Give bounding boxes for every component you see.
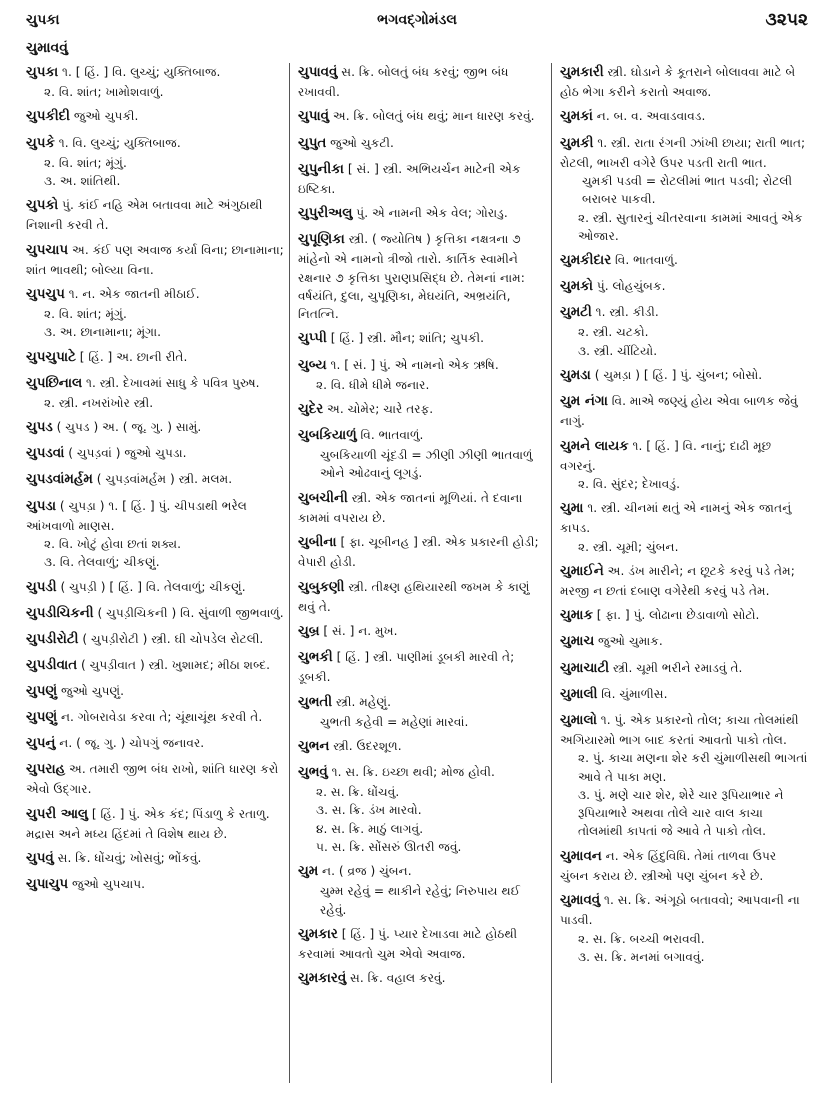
entry-definition: ૧. પું. એક પ્રકારનો તોલ; કાચા તોલમાંથી અગિયારમો ભાગ બાદ કરતાં આવતો પાકો તોલ.	[560, 712, 799, 747]
entry-subsense: ૨. સ. ક્રિ. ધોંચવું.	[316, 785, 400, 800]
dictionary-entry	[26, 875, 285, 895]
dictionary-entry	[560, 63, 808, 101]
entry-headword: ચુમકાં	[560, 109, 593, 125]
dictionary-entry	[298, 969, 547, 989]
entry-headword: ચુબકિયાળું	[298, 428, 357, 444]
entry-definition: અ. ક્રિ. બોલતું બંધ થવું; માન ધારણ કરવું.	[332, 109, 535, 124]
entry-subsense: ૨. સ્ત્રી. નખરાંખોર સ્ત્રી.	[44, 395, 154, 410]
entry-headword: ચુપાવું	[298, 109, 330, 125]
entry-headword: ચુપચાપ	[26, 242, 69, 258]
dictionary-entry	[298, 400, 547, 420]
entry-definition: સ્ત્રી. તીક્ષ્ણ હથિયારથી જખમ કે કાણું થવું તે.	[298, 579, 530, 614]
entry-subsense: ૩. સ. ક્રિ. ડંખ મારવો.	[316, 803, 422, 818]
column-3	[552, 63, 812, 1083]
dictionary-entry	[560, 134, 808, 246]
dictionary-entry	[298, 204, 547, 224]
entry-definition: અ. ડંખ મારીને; ન છૂટકે કરવું પડે તેમ; મરજી ન છતાં દબાણ વગેરેથી કરવું પડે તેમ.	[560, 563, 795, 599]
dictionary-entry	[298, 160, 547, 198]
entry-subsense: ૨. વિ. ધીમે ધીમે જનાર.	[316, 377, 430, 392]
entry-headword: ચુપડીચિકની	[26, 605, 94, 621]
dictionary-entry	[298, 356, 547, 394]
entry-definition: ૧. સ્ત્રી. ચીનમાં થતું એ નામનું એક જાતનું કાપડ.	[560, 501, 792, 536]
dictionary-entry	[560, 685, 808, 705]
entry-headword: ચુપછિનાલ	[26, 375, 83, 391]
entry-definition: અ. કંઈ પણ અવાજ કર્યા વિના; છાનામાના; શાંત ભાવથી; બોલ્યા વિના.	[26, 242, 284, 277]
dictionary-entry	[298, 763, 547, 856]
entry-definition: વિ. માએ જણ્યું હોય એવા બાળક જેવું નાગું.	[560, 394, 798, 429]
entry-definition: ન. ( વ્રજ ) ચુંબન.	[322, 864, 412, 879]
entry-headword: ચુમકારી	[560, 65, 604, 80]
entry-example: ચુમકી પડવી = રોટલીમાં ભાત પડવી; રોટલી બરાબર પાકવી.	[582, 173, 793, 207]
entry-definition: ( ચુપડ઼વાં ) જુઓ ચુપડા.	[68, 446, 187, 461]
entry-headword: ચુબીના	[298, 535, 337, 551]
dictionary-entry	[298, 489, 547, 527]
entry-definition: ન. બ. વ. અવાડવાવડ.	[596, 109, 706, 124]
entry-subsense: ૨. પું. કાચા મણના શેર કરી ચુંમાળીસથી ભાગતાં આવે તે પાકા મણ.	[578, 751, 808, 784]
dictionary-entry	[298, 925, 547, 963]
entry-headword: ચુપડા	[26, 498, 57, 514]
entry-definition: વિ. ચુંમાળીસ.	[601, 686, 668, 701]
dictionary-entry	[560, 437, 808, 494]
entry-definition: સ્ત્રી. ઉદરશૂળ.	[333, 738, 402, 753]
entry-definition: વિ. ભાતવાળું.	[615, 253, 678, 268]
entry-headword: ચુપાવવું	[298, 65, 338, 80]
entry-definition: [ સં. ] ન. મુખ.	[323, 623, 398, 638]
entry-subsense: ૨. વિ. ખોટું હોવા છતાં શક્ય.	[44, 536, 182, 551]
entry-definition: ( ચુપડ઼ીવાત ) સ્ત્રી. ખુશામદ; મીઠા શબ્દ.	[80, 657, 271, 672]
dictionary-entry	[298, 693, 547, 731]
dictionary-entry	[26, 604, 285, 624]
dictionary-entry	[560, 562, 808, 600]
dictionary-entry	[560, 847, 808, 885]
entry-headword: ચુપાચુપ	[26, 877, 69, 893]
page-header	[22, 8, 812, 36]
entry-headword: ચુપ્પી	[298, 331, 327, 347]
running-head-left: ચુપકા	[26, 12, 60, 28]
entry-subsense: ૩. સ્ત્રી. ચીંટિયો.	[578, 343, 658, 358]
dictionary-entry	[26, 760, 285, 798]
entry-definition: વિ. ભાતવાળું.	[360, 428, 424, 443]
entry-definition: પું. લોહચુંબક.	[596, 279, 666, 294]
dictionary-entry	[560, 711, 808, 841]
entry-definition: સ્ત્રી. ચૂમી ભરીને રમાડવું તે.	[612, 660, 743, 675]
dictionary-entry	[560, 107, 808, 127]
dictionary-entry	[26, 285, 285, 342]
dictionary-entry	[560, 366, 808, 386]
dictionary-entry	[298, 63, 547, 101]
entry-definition: ૧. [ હિં. ] વિ. નાનું; દાઢી મૂછ વગરનું.	[560, 438, 772, 473]
dictionary-entry	[298, 622, 547, 642]
entry-definition: જુઓ ચુપચાપ.	[71, 877, 146, 892]
entry-headword: ચુપડી	[26, 579, 57, 595]
entry-headword: ચુમટી	[560, 305, 592, 321]
entry-definition: જુઓ ચુમાક.	[598, 634, 663, 649]
entry-definition: ( ચુમડ઼ા ) [ હિં. ] પું. ચુંબન; બોસો.	[594, 368, 763, 383]
entry-headword: ચુમાલો	[560, 712, 597, 728]
entry-headword: ચુમાલી	[560, 686, 598, 702]
entry-definition: ( ચુપડ઼ીરોટી ) સ્ત્રી. ઘી ચોપડેલ રોટલી.	[82, 631, 264, 646]
entry-definition: [ ફા. ] પું. લોઢાના છેડાવાળો સોટો.	[596, 608, 760, 623]
dictionary-entry	[26, 470, 285, 490]
entry-subsense: ૨. સ્ત્રી. ચટકો.	[578, 325, 649, 340]
dictionary-entry	[26, 348, 285, 368]
dictionary-entry	[26, 444, 285, 464]
dictionary-entry	[26, 708, 285, 728]
entry-definition: [ સં. ] સ્ત્રી. અભિયર્ચન માટેની એક ઇષ્ટિકા.	[298, 161, 521, 196]
entry-headword: ચુભતી	[298, 694, 333, 710]
entry-headword: ચુભકી	[298, 650, 333, 666]
entry-headword: ચુભવું	[298, 765, 328, 781]
dictionary-entry	[26, 682, 285, 702]
page-number: ૩૨૫૨	[765, 10, 808, 30]
dictionary-entry	[26, 734, 285, 754]
entry-headword: ચુમાવન	[560, 848, 602, 864]
entry-headword: ચુમકાર	[298, 927, 338, 943]
entry-definition: અ. ચોમેર; ચારે તરફ.	[327, 401, 434, 416]
dictionary-entry	[298, 107, 547, 127]
dictionary-entry	[26, 374, 285, 412]
entry-headword: ચુપરાહ	[26, 762, 66, 778]
entry-definition: ૧. [ સં. ] પું. એ નામનો એક ઋષિ.	[330, 357, 499, 372]
dictionary-entry	[298, 737, 547, 757]
entry-definition: ૧. ન. એક જાતની મીઠાઈ.	[68, 287, 200, 302]
entry-headword: ચુપડીરોટી	[26, 631, 79, 647]
entry-subsense: ૩. અ. છાનામાના; મૂંગા.	[44, 325, 161, 340]
entry-definition: ૧. વિ. લુચ્ચું; યુક્તિબાજ.	[58, 135, 181, 150]
entry-example: ચુભતી કહેવી = મહેણાં મારવાં.	[320, 714, 469, 729]
entry-headword: ચુપડીવાત	[26, 657, 78, 673]
entry-definition: [ હિં. ] પું. એક કંદ; પિંડાળુ કે રતાળુ. મદ્રાસ અને મધ્ય હિંદમાં તે વિશેષ થાય છે.	[26, 806, 270, 841]
entry-headword: ચુબ્ય	[298, 357, 327, 373]
dictionary-entry	[298, 230, 547, 323]
entry-subsense: ૩. પું. મણે ચાર શેર, શેરે ચાર રૂપિયાભાર ને રૂપિયાભારે અથવા તોલે ચાર વાલ કાચા તોલમાંથી કાપતાં જે આવે તે પાકો તોલ.	[578, 787, 784, 839]
entry-headword: ચુપનું	[26, 736, 56, 752]
entry-definition: સ્ત્રી. એક જાતનાં મૂળિયાં. તે દવાના કામમાં વપરાય છે.	[298, 490, 523, 525]
entry-headword: ચુમા	[560, 501, 584, 517]
entry-subsense: ૩. અ. શાંતિથી.	[44, 173, 121, 188]
entry-headword: ચુમકી	[560, 135, 594, 151]
entry-definition: ( ચુપડ઼ી ) [ હિં. ] વિ. તેલવાળું; ચીકણું.	[60, 579, 246, 594]
entry-definition: સ્ત્રી. ( જ્યોતિષ ) કૃત્તિકા નક્ષત્રના ૭ માંહેનો એ નામનો ત્રીજો તારો. કાર્તિક સ્વામીને રક્ષનાર ૭ કૃત્તિકા પુરાણપ્રસિદ્ધ છે. તેમનાં નામ: વર્ષયંતિ, દુલા, ચુપૂણિકા, મેઘયંતિ, અભ્રયંતિ, નિતત્નિ.	[298, 232, 525, 322]
entry-definition: ( ચુપડ ) અ. ( જૂ. ગુ. ) સામું.	[56, 420, 202, 435]
entry-headword: ચુપણું	[26, 710, 58, 726]
entry-definition: [ હિં. ] સ્ત્રી. પાણીમાં ડૂબકી મારવી તે; ડૂબકી.	[298, 650, 515, 685]
entry-definition: સ્ત્રી. મહેણું.	[336, 694, 392, 709]
dictionary-entry	[26, 805, 285, 843]
entry-headword: ચુમકીદાર	[560, 253, 612, 269]
dictionary-entry	[560, 251, 808, 271]
entry-subsense: ૨. સ્ત્રી. સુતારનું ચીતરવાના કામમાં આવતું એક ઓજાર.	[578, 210, 803, 243]
entry-headword: ચુમને લાયક	[560, 438, 629, 454]
entry-definition: જુઓ ચુકટી.	[330, 135, 394, 150]
entry-headword: ચુમાક	[560, 608, 593, 624]
dictionary-entry	[298, 648, 547, 686]
dictionary-entry	[560, 632, 808, 652]
entry-definition: ( ચુપડ઼ીચિકની ) વિ. સુંવાળી જીભવાળું.	[97, 605, 284, 620]
entry-definition: [ હિં. ] સ્ત્રી. મૌન; શાંતિ; ચુપકી.	[330, 331, 484, 346]
column-1	[22, 63, 290, 1083]
dictionary-entry	[26, 630, 285, 650]
dictionary-page	[22, 8, 812, 1088]
entry-definition: [ હિં. ] પું. પ્યાર દેખાડવા માટે હોઠથી કરવામાં આવતો ચુમ એવો અવાજ.	[298, 927, 518, 962]
entry-headword: ચુમ	[298, 864, 319, 880]
entry-headword: ચુમાઈને	[560, 563, 604, 579]
entry-subsense: ૨. વિ. સુંદર; દેખાવડું.	[578, 476, 680, 491]
entry-headword: ચુપવું	[26, 851, 54, 867]
dictionary-entry	[26, 241, 285, 279]
entry-headword: ચુપચુપ	[26, 287, 65, 303]
entry-definition: [ હિં. ] અ. છાની રીતે.	[79, 349, 188, 364]
dictionary-entry	[298, 329, 547, 349]
dictionary-entry	[26, 578, 285, 598]
entry-headword: ચુપકીદી	[26, 109, 71, 125]
dictionary-entry	[26, 497, 285, 572]
dictionary-entry	[298, 533, 547, 571]
dictionary-columns	[22, 63, 812, 1083]
entry-headword: ચુપચુપાટે	[26, 349, 76, 365]
entry-headword: ચુબ્ર	[298, 623, 320, 639]
dictionary-entry	[560, 303, 808, 360]
entry-subsense: ૪. સ. ક્રિ. માઠું લાગવું.	[316, 821, 424, 836]
entry-definition: સ્ત્રી. ઘોડાને કે કૂતરાને બોલાવવા માટે બે હોઠ ભેગા કરીને કરાતો અવાજ.	[560, 65, 796, 100]
dictionary-entry	[560, 277, 808, 297]
entry-headword: ચુપૂણિકા	[298, 232, 345, 248]
dictionary-entry	[26, 418, 285, 438]
entry-headword: ચુપડ	[26, 420, 53, 436]
entry-headword: ચુપુત	[298, 135, 327, 151]
entry-definition: ૧. સ્ત્રી. રાતા રંગની ઝાંખી છાયા; રાતી ભાત; રોટલી, ભાખરી વગેરે ઉપર પડતી રાતી ભાત.	[560, 135, 806, 170]
entry-definition: ન. ( જૂ. ગુ. ) ચોપગું જનાવર.	[59, 736, 205, 751]
dictionary-entry	[298, 426, 547, 483]
entry-headword: ચુમડા	[560, 368, 591, 384]
dictionary-entry	[298, 134, 547, 154]
entry-subsense: ૫. સ. ક્રિ. સોંસરું ઊતરી જવું.	[316, 840, 462, 855]
entry-headword: ચુમ નંગા	[560, 394, 608, 410]
entry-subsense: ૨. સ્ત્રી. ચૂમી; ચુંબન.	[578, 539, 679, 554]
entry-subsense: ૩. સ. ક્રિ. મનમાં બગાવવું.	[578, 949, 705, 964]
entry-definition: ૧. સ. ક્રિ. ઇચ્છા થવી; મોજ હોવી.	[331, 765, 495, 780]
entry-definition: જુઓ ચુપણું.	[60, 684, 125, 699]
entry-definition: ( ચુપડ઼વાંમર્હમ ) સ્ત્રી. મલમ.	[96, 472, 233, 487]
entry-headword: ચુબચીની	[298, 490, 348, 506]
dictionary-entry	[560, 392, 808, 430]
entry-subsense: ૨. વિ. શાંત; મૂંગું.	[44, 307, 127, 322]
column-2	[290, 63, 552, 1083]
dictionary-entry	[298, 862, 547, 919]
entry-definition: [ ફા. ચૂબીનહ ] સ્ત્રી. એક પ્રકારની હોડી; વેપારી હોડી.	[298, 535, 539, 570]
entry-definition: ન. ગોબરાવેડા કરવા તે; ચૂંથાચૂંથ કરવી તે.	[60, 710, 263, 725]
dictionary-entry	[26, 196, 285, 234]
entry-headword: ચુપડવાંમર્હમ	[26, 472, 93, 488]
entry-headword: ચુમાવવું	[560, 893, 601, 909]
entry-headword: ચુદેર	[298, 401, 324, 417]
entry-headword: ચુભન	[298, 738, 330, 754]
entry-example: ચુમ્મ રહેવું = થાકીને રહેવું; નિરુપાય થઈ રહેવું.	[320, 884, 521, 917]
entry-subsense: ૨. સ. ક્રિ. બચ્ચી ભરાવવી.	[578, 931, 705, 946]
dictionary-entry	[26, 63, 285, 101]
entry-definition: સ. ક્રિ. ધોંચવું; ખોસવું; ભોંકવું.	[57, 851, 202, 866]
running-head-last-word: ચુમાવવું	[26, 40, 68, 56]
entry-headword: ચુપુનીકા	[298, 161, 344, 177]
entry-headword: ચુપરી આલુ	[26, 806, 88, 822]
dictionary-entry	[560, 659, 808, 679]
dictionary-entry	[26, 849, 285, 869]
entry-headword: ચુપકો	[26, 198, 59, 214]
dictionary-entry	[26, 107, 285, 127]
entry-definition: ૧. સ્ત્રી. કીડી.	[595, 305, 659, 320]
entry-definition: ૧. [ હિં. ] વિ. લુચ્ચું; યુક્તિબાજ.	[62, 65, 221, 79]
dictionary-entry	[560, 606, 808, 626]
entry-headword: ચુમકો	[560, 279, 593, 295]
entry-definition: પું. કાંઈ નહિ એમ બતાવવા માટે અંગુઠાથી નિશાની કરવી તે.	[26, 198, 263, 233]
entry-definition: ( ચુપડ઼ા ) ૧. [ હિં. ] પું. ચીપડાથી ભરેલ આંખવાળો માણસ.	[26, 498, 247, 533]
entry-subsense: ૨. વિ. શાંત; ખામોશવાળું.	[44, 85, 164, 100]
entry-headword: ચુમકારવું	[298, 971, 347, 987]
entry-definition: અ. તમારી જીભ બંધ રાખો, શાંતિ ધારણ કરો એવો ઉદ્ગાર.	[26, 762, 279, 797]
entry-definition: ન. એક હિંદુવિધિ. તેમાં તાળવા ઉપર ચુંબન કરાય છે. સ્ત્રીઓ પણ ચુંબન કરે છે.	[560, 848, 777, 883]
entry-definition: પું. એ નામની એક વેલ; ગોરાડુ.	[356, 206, 508, 221]
dictionary-entry	[560, 891, 808, 966]
entry-headword: ચુપણું	[26, 684, 58, 700]
entry-example: ચુબકિયાળી ચૂંદડી = ઝીણી ઝીણી ભાતવાળું ઓને ઓઢવાનું લૂગડું.	[320, 448, 533, 481]
dictionary-entry	[26, 134, 285, 191]
entry-definition: ૧. સ્ત્રી. દેખાવમાં સાધુ કે પવિત્ર પુરુષ.	[86, 375, 260, 390]
entry-headword: ચુબુકણી	[298, 579, 345, 595]
entry-definition: જુઓ ચુપકી.	[73, 109, 139, 124]
entry-headword: ચુમાચ	[560, 634, 595, 650]
entry-definition: સ. ક્રિ. વહાલ કરવું.	[350, 971, 446, 986]
entry-definition: ૧. સ. ક્રિ. અંગૂઠો બતાવવો; આપવાની ના પાડવી.	[560, 893, 800, 928]
entry-headword: ચુપુરીઅલુ	[298, 206, 353, 222]
dictionary-entry	[298, 578, 547, 616]
entry-definition: સ. ક્રિ. બોલતું બંધ કરવું; જીભ બંધ રખાવવી.	[298, 65, 509, 100]
entry-headword: ચુપડવાં	[26, 446, 65, 462]
entry-subsense: ૩. વિ. તેલવાળું; ચીકણું.	[44, 555, 160, 570]
dictionary-entry	[26, 656, 285, 676]
dictionary-entry	[560, 499, 808, 556]
running-head-title: ભગવદ્ગોમંડલ	[377, 12, 457, 28]
entry-headword: ચુપકા	[26, 65, 59, 80]
entry-headword: ચુમાચાટી	[560, 660, 610, 676]
entry-subsense: ૨. વિ. શાંત; મૂંગું.	[44, 155, 127, 170]
entry-headword: ચુપકે	[26, 135, 55, 151]
